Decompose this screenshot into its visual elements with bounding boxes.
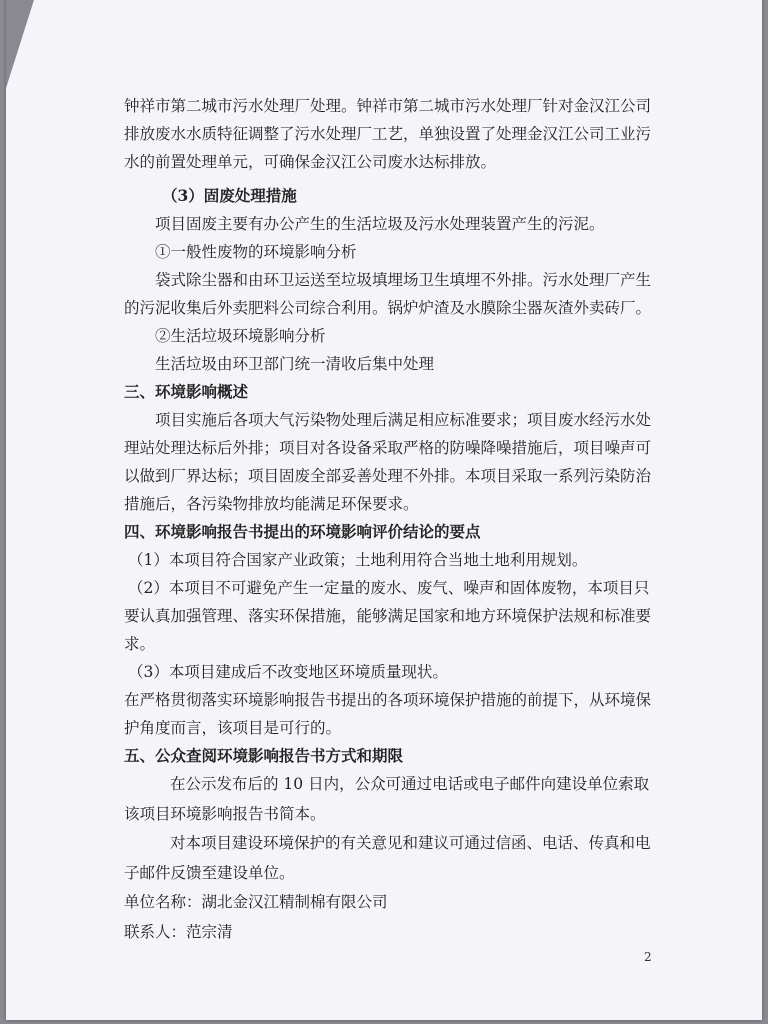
contact-person-line: 联系人：范宗清: [124, 922, 233, 941]
paragraph-feedback: 对本项目建设环境保护的有关意见和建议可通过信函、电话、传真和电子邮件反馈至建设单位。: [124, 834, 651, 882]
paragraph-feasibility: 在严格贯彻落实环境影响报告书提出的各项环境保护措施的前提下，从环境保护角度而言，该项目是可行的。: [124, 691, 652, 737]
folded-corner: [6, 0, 34, 88]
company-name-line: 单位名称：湖北金汉江精制棉有限公司: [124, 893, 388, 911]
paragraph-solid-waste-sources: 项目固废主要有办公产生的生活垃圾及污水处理装置产生的污泥。: [155, 215, 605, 233]
conclusion-item-2: （2）本项目不可避免产生一定量的废水、废气、噪声和固体废物，本项目只要认真加强管理、落实环保措施，能够满足国家和地方环境保护法规和标准要求。: [124, 579, 652, 653]
paragraph-environmental-overview: 项目实施后各项大气污染物处理后满足相应标准要求；项目废水经污水处理站处理达标后外排；项目对各设备采取严格的防噪降噪措施后，项目噪声可以做到厂界达标；项目固废全部妥善处理不外排。本项目采取一系列污染防治措施后，各污染物排放均能满足环保要求。: [124, 411, 652, 513]
heading-solid-waste-measures: （3）固废处理措施: [162, 186, 297, 205]
heading-public-review: 五、公众查阅环境影响报告书方式和期限: [124, 746, 404, 765]
paragraph-general-waste: 袋式除尘器和由环卫运送至垃圾填埋场卫生填埋不外排。污水处理厂产生的污泥收集后外卖肥料公司综合利用。锅炉炉渣及水膜除尘器灰渣外卖砖厂。: [124, 271, 652, 317]
conclusion-item-1: （1）本项目符合国家产业政策；土地利用符合当地土地利用规划。: [128, 551, 588, 569]
paragraph-wastewater-treatment: 钟祥市第二城市污水处理厂处理。钟祥市第二城市污水处理厂针对金汉江公司排放废水水质特征调整了污水处理厂工艺，单独设置了处理金汉江公司工业污水的前置处理单元，可确保金汉江公司废水达标排放。: [124, 97, 652, 171]
subheading-domestic-garbage: ②生活垃圾环境影响分析: [155, 327, 326, 345]
heading-environmental-overview: 三、环境影响概述: [124, 382, 249, 401]
conclusion-item-3: （3）本项目建成后不改变地区环境质量现状。: [128, 663, 448, 681]
heading-conclusion-points: 四、环境影响报告书提出的环境影响评价结论的要点: [124, 522, 481, 541]
subheading-general-waste: ①一般性废物的环境影响分析: [155, 243, 357, 261]
document-body: [124, 92, 664, 947]
page-number: 2: [644, 950, 652, 964]
paragraph-domestic-garbage: 生活垃圾由环卫部门统一清收后集中处理: [155, 355, 435, 373]
document-page: [6, 0, 762, 1020]
paragraph-review-period: 在公示发布后的 10 日内，公众可通过电话或电子邮件向建设单位索取该项目环境影响报告书简本。: [124, 775, 650, 823]
